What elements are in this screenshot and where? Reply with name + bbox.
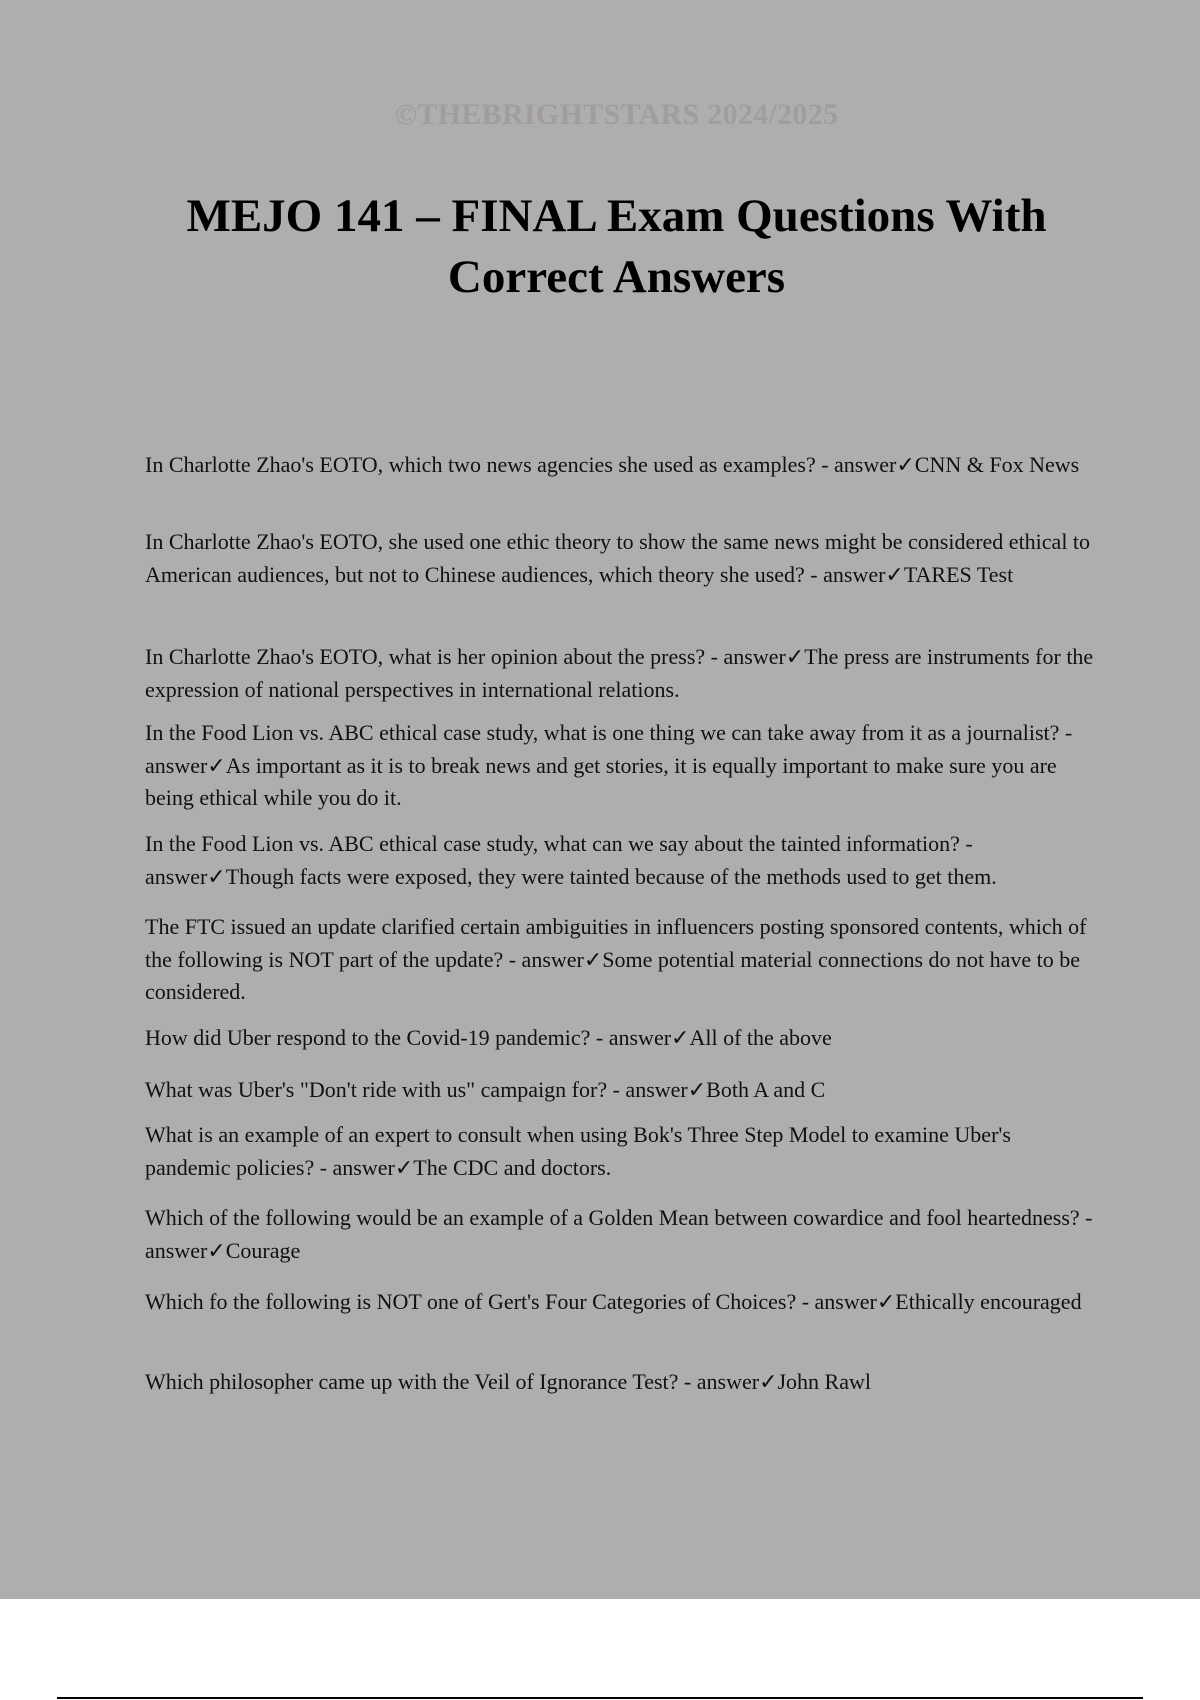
qa-item-12: Which philosopher came up with the Veil of Ignorance Test? - answer✓John Rawl [145, 1369, 871, 1394]
qa-item-7: How did Uber respond to the Covid-19 pandemic? - answer✓All of the above [145, 1025, 832, 1050]
qa-item-6: The FTC issued an update clarified certain ambiguities in influencers posting sponsored contents, which of the following is NOT part of the update? - answer✓Some potential material connections do not have to be considered. [145, 914, 1087, 1004]
qa-item-10: Which of the following would be an example of a Golden Mean between cowardice and fool heartedness? - answer✓Courage [145, 1205, 1093, 1263]
qa-item-5: In the Food Lion vs. ABC ethical case study, what can we say about the tainted information? - answer✓Though facts were exposed, they were tainted because of the methods used to get them. [145, 831, 997, 889]
qa-item-2: In Charlotte Zhao's EOTO, she used one ethic theory to show the same news might be considered ethical to American audiences, but not to Chinese audiences, which theory she used? - answer✓TARES Test [145, 529, 1091, 587]
qa-item-4: In the Food Lion vs. ABC ethical case study, what is one thing we can take away from it as a journalist? - answer✓As important as it is to break news and get stories, it is equally important to make sure you are being ethical while you do it. [145, 720, 1073, 810]
qa-item-1: In Charlotte Zhao's EOTO, which two news agencies she used as examples? - answer✓CNN & Fox News [145, 452, 1080, 477]
watermark-text: ©THEBRIGHTSTARS 2024/2025 [394, 98, 839, 131]
qa-item-11: Which fo the following is NOT one of Gert's Four Categories of Choices? - answer✓Ethically encouraged [145, 1289, 1082, 1314]
footer-divider [57, 1697, 1143, 1699]
page-title: MEJO 141 – FINAL Exam Questions With Correct Answers [186, 190, 1047, 303]
qa-item-3: In Charlotte Zhao's EOTO, what is her opinion about the press? - answer✓The press are instruments for the expression of national perspectives in international relations. [145, 644, 1094, 702]
qa-item-9: What is an example of an expert to consult when using Bok's Three Step Model to examine Uber's pandemic policies? - answer✓The CDC and doctors. [145, 1122, 1011, 1180]
qa-item-8: What was Uber's "Don't ride with us" campaign for? - answer✓Both A and C [145, 1077, 826, 1102]
